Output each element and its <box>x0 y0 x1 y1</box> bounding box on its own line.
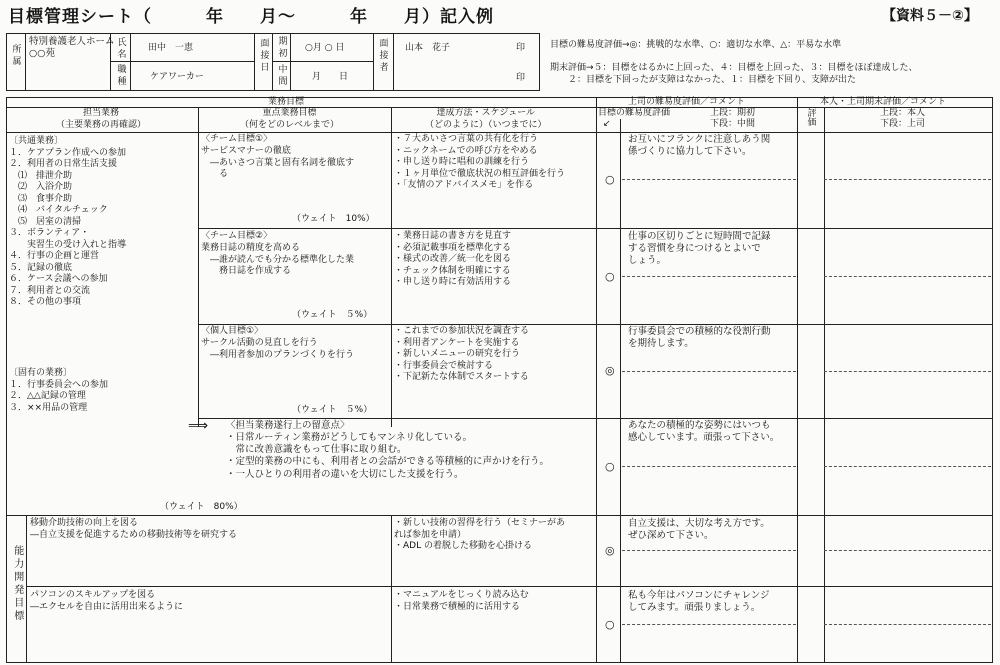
specific-duties-list: 〔固有の業務〕 １．行事委員会への参加 ２．△△記録の管理 ３．××用品の管理 <box>9 368 109 413</box>
self-lower-label: 下段：上司 <box>880 119 926 129</box>
goal-2-difficulty-mark: ○ <box>605 270 615 283</box>
facility-label: 所属 <box>10 44 21 68</box>
seal-mark-2: 印 <box>516 73 526 83</box>
period-mid-label: 中間 <box>276 64 287 88</box>
goal-3-comment: 行事委員会での積極的な役割行動 を期待します。 <box>628 326 771 350</box>
goal-3-text: サークル活動の見直しを行う ―利用者参加のプランづくりを行う <box>201 338 355 360</box>
dev-goal-2-comment: 私も今年はパソコンにチャレンジ してみます。頑張りましょう。 <box>628 590 770 614</box>
goal-2-methods: ・業務日誌の書き方を見直す ・必須記載事項を標準化する ・様式の改善／統一化を図る ・チェック体制を明確にする ・申し送り時に有効活用する <box>394 231 512 288</box>
dev-goal-1-difficulty-mark: ◎ <box>605 544 615 557</box>
duties-column-header: 担当業務 （主要業務の再確認） <box>56 108 147 130</box>
goal-2-text: 業務日誌の精度を高める ―誰が読んでも分かる標準化した業 務日誌を作成する <box>201 243 355 277</box>
goal-3-weight: （ウェイト ５%） <box>292 405 373 415</box>
goal-1-methods: ・７大あいさつ言葉の共有化を行う ・ニックネームでの呼び方をやめる ・申し送り時に唱和の訓練を行う ・１ヶ月単位で徹底状況の相互評価を行う ・「友情のアドバイスメモ」を作る <box>394 134 566 191</box>
goal-2-weight: （ウェイト ５%） <box>292 310 373 320</box>
period-start-date: ○月 ○ 日 <box>305 43 345 53</box>
development-goals-label: 能力開発目標 <box>11 545 23 623</box>
dev-goal-2-methods: ・マニュアルをじっくり読み込む ・日常業務で積極的に活用する <box>394 590 529 612</box>
interviewer-label: 面接者 <box>377 38 388 74</box>
self-upper-label: 上段：本人 <box>880 108 926 118</box>
arrow-icon: ↙ <box>603 119 611 129</box>
notes-comment: あなたの積極的な姿勢にはいつも 感心しています。頑張って下さい。 <box>628 420 780 444</box>
goal-1-weight: （ウェイト 10%） <box>292 214 375 224</box>
boss-difficulty-subheader: 目標の難易度評価 <box>598 108 671 118</box>
period-start-label: 期初 <box>276 36 287 60</box>
goal-1-heading: 〈チーム目標①〉 <box>201 134 273 144</box>
document-title: 目標管理シート（ 年 月～ 年 月）記入例 <box>8 7 494 27</box>
interview-label: 面接日 <box>258 38 269 74</box>
priority-goal-column-header: 重点業務目標 （何をどのレベルまで） <box>240 108 340 130</box>
notes-text: 〈担当業務遂行上の留意点〉 ・日常ルーティン業務がどうしてもマンネリ化している。 常に改善意識をもって仕事に取り組む。 ・定型的業務の中にも、利用者との会話ができる等積極的に声かけを行う。 ・一人ひとりの利用者の違いを大切にした支援を行う。 <box>226 420 550 480</box>
goal-1-comment: お互いにフランクに注意しあう関 係づくりに協力して下さい。 <box>628 134 771 158</box>
notes-difficulty-mark: ○ <box>605 460 615 473</box>
boss-evaluation-header: 上司の難易度評価／コメント <box>628 97 746 107</box>
common-duties-list: 〔共通業務〕 １．ケアプラン作成への参加 ２．利用者の日常生活支援 ⑴ 排泄介助 ⑵ 入浴介助 ⑶ 食事介助 ⑷ バイタルチェック ⑸ 居室の清掃 ３．ボランティア・ 実習生の受け入れと指導 ４．行事の企画と運営 ５．記録の徹底 ６．ケース会議への参加 ７．利用者との交流 ８．その他の事項 <box>9 136 127 308</box>
self-evaluation-header: 本人・上司期末評価／コメント <box>820 97 947 107</box>
dev-goal-1-comment: 自立支援は、大切な考え方です。 ぜひ深めて下さい。 <box>628 518 770 542</box>
dev-goal-2-text: パソコンのスキルアップを図る ―エクセルを自由に活用出来るように <box>30 590 184 612</box>
boss-upper-label: 上段：期初 <box>710 108 756 118</box>
business-goals-header: 業務目標 <box>268 97 305 107</box>
interviewer-name: 山本 花子 <box>405 43 451 53</box>
difficulty-legend: 目標の難易度評価→◎：挑戦的な水準、○：適切な水準、△：平易な水準 <box>550 40 842 50</box>
job-label: 職種 <box>115 64 126 88</box>
job-title: ケアワーカー <box>150 72 204 82</box>
goal-2-heading: 〈チーム目標②〉 <box>201 231 273 241</box>
period-mid-date: 月 日 <box>312 72 349 82</box>
goal-2-comment: 仕事の区切りごとに短時間で記録 する習慣を身につけるとよいで しょう。 <box>628 231 771 267</box>
evaluation-label: 評価 <box>805 108 816 126</box>
method-column-header: 達成方法・スケジュール （どのように）（いつまでに） <box>425 108 547 130</box>
year-end-legend: 期末評価→５：目標をはるかに上回った、４：目標を上回った、３：目標をほぼ達成した、 ２：目標を下回ったが支障はなかった、１：目標を下回り、支障が出た <box>550 63 918 85</box>
name-label: 氏名 <box>115 37 126 61</box>
seal-mark-1: 印 <box>516 43 526 53</box>
dev-goal-2-difficulty-mark: ○ <box>605 618 615 631</box>
goal-3-methods: ・これまでの参加状況を調査する ・利用者アンケートを実施する ・新しいメニューの研究を行う ・行事委員会で検討する ・下記新たな体制でスタートする <box>394 326 530 383</box>
employee-name: 田中 一恵 <box>148 43 194 53</box>
facility-name: 特別養護老人ホーム ○○苑 <box>29 36 115 60</box>
dev-goal-1-text: 移動介助技術の向上を図る ―自立支援を促進するための移動技術等を研究する <box>30 518 238 540</box>
document-reference: 【資料５－②】 <box>882 8 978 24</box>
goal-3-difficulty-mark: ◎ <box>605 364 615 377</box>
goal-1-text: サービスマナーの徹底 ―あいさつ言葉と固有名詞を徹底す る <box>201 146 355 180</box>
goal-1-difficulty-mark: ○ <box>605 173 615 186</box>
notes-weight: （ウェイト 80%） <box>160 502 243 512</box>
dev-goal-1-methods: ・新しい技術の習得を行う（セミナーがあ れば参加を申請） ・ADL の着脱した移動を心掛ける <box>394 518 566 552</box>
notes-arrow-icon: ⟹ <box>188 418 209 434</box>
goal-3-heading: 〈個人目標①〉 <box>201 326 264 336</box>
boss-lower-label: 下段：中間 <box>710 119 756 129</box>
